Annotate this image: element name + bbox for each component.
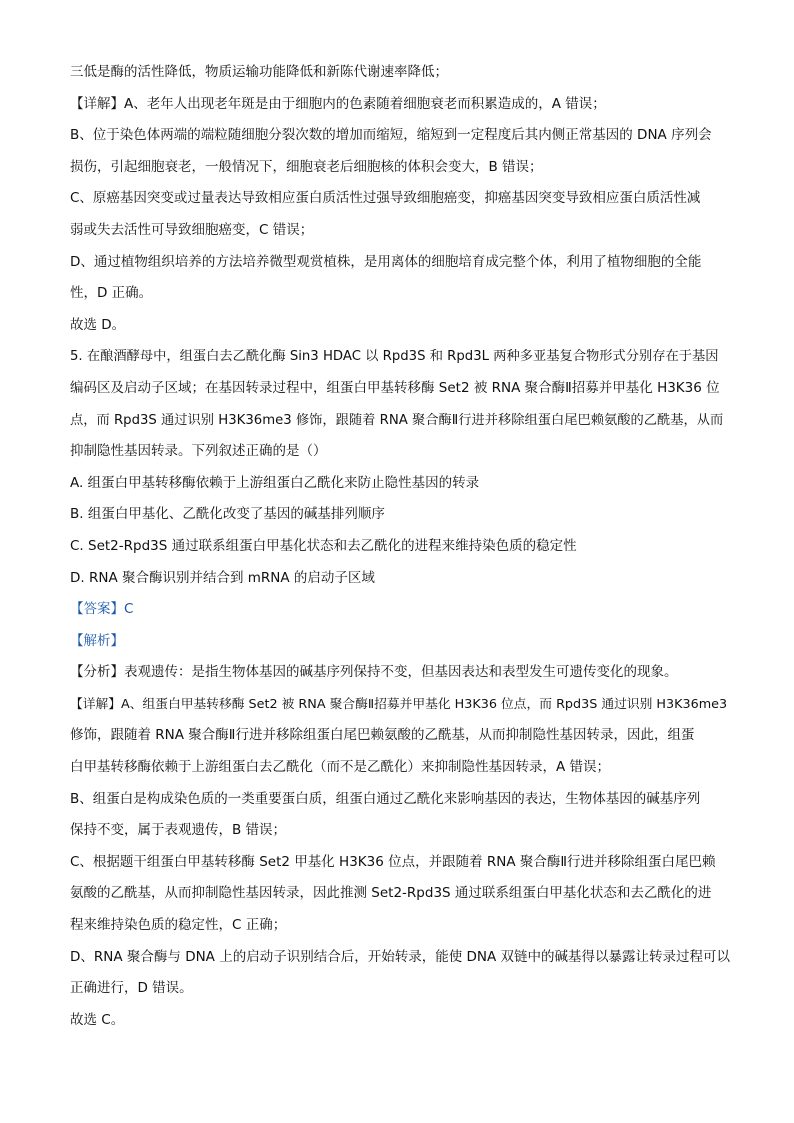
text-line: 正确进行，D 错误。: [70, 980, 193, 997]
text-line: 【分析】表观遗传：是指生物体基因的碱基序列保持不变，但基因表达和表型发生可遗传变化的现象。: [70, 664, 678, 681]
text-line: 保持不变，属于表观遗传，B 错误；: [70, 822, 287, 839]
analysis-label: 【解析】: [70, 632, 124, 649]
text-line: 程来维持染色质的稳定性，C 正确；: [70, 917, 287, 934]
text-line: 白甲基转移酶依赖于上游组蛋白去乙酰化（而不是乙酰化）来抑制隐性基因转录，A 错误；: [70, 759, 611, 776]
option-a: A. 组蛋白甲基转移酶依赖于上游组蛋白乙酰化来防止隐性基因的转录: [70, 474, 480, 491]
text-line: 损伤，引起细胞衰老，一般情况下，细胞衰老后细胞核的体积会变大，B 错误；: [70, 158, 543, 175]
text-line: 氨酸的乙酰基，从而抑制隐性基因转录，因此推测 Set2-Rpd3S 通过联系组蛋白甲基化状态和去乙酰化的进: [70, 885, 712, 902]
text-line: C、根据题干组蛋白甲基转移酶 Set2 甲基化 H3K36 位点，并跟随着 RNA 聚合酶Ⅱ行进并移除组蛋白尾巴赖: [70, 853, 716, 870]
text-line: D、通过植物组织培养的方法培养微型观赏植株，是用离体的细胞培育成完整个体，利用了植物细胞的全能: [70, 253, 702, 270]
question-stem-line: 5. 在酿酒酵母中，组蛋白去乙酰化酶 Sin3 HDAC 以 Rpd3S 和 Rpd3L 两种多亚基复合物形式分别存在于基因: [70, 349, 719, 365]
question-stem-line: 抑制隐性基因转录。下列叙述正确的是（）: [70, 443, 327, 460]
text-line: 故选 C。: [70, 1011, 125, 1028]
text-line: 故选 D。: [70, 316, 126, 333]
text-line: C、原癌基因突变或过量表达导致相应蛋白质活性过强导致细胞癌变，抑癌基因突变导致相应蛋白质活性减: [70, 190, 701, 207]
option-c: C. Set2-Rpd3S 通过联系组蛋白甲基化状态和去乙酰化的进程来维持染色质的稳定性: [70, 537, 577, 554]
option-d: D. RNA 聚合酶识别并结合到 mRNA 的启动子区域: [70, 569, 375, 586]
text-line: 修饰，跟随着 RNA 聚合酶Ⅱ行进并移除组蛋白尾巴赖氨酸的乙酰基，从而抑制隐性基因转录，因此，组蛋: [70, 727, 695, 744]
answer-label: 【答案】C: [70, 601, 134, 618]
question-stem-line: 编码区及启动子区域；在基因转录过程中，组蛋白甲基转移酶 Set2 被 RNA 聚合酶Ⅱ招募并甲基化 H3K36 位: [70, 379, 720, 396]
text-line: 三低是酶的活性降低，物质运输功能降低和新陈代谢速率降低；: [70, 64, 448, 80]
text-line: B、位于染色体两端的端粒随细胞分裂次数的增加而缩短，缩短到一定程度后其内侧正常基因的 DNA 序列会: [70, 127, 712, 144]
text-line: D、RNA 聚合酶与 DNA 上的启动子识别结合后，开始转录，能使 DNA 双链中的碱基得以暴露让转录过程可以: [70, 948, 731, 965]
question-stem-line: 点，而 Rpd3S 通过识别 H3K36me3 修饰，跟随着 RNA 聚合酶Ⅱ行进并移除组蛋白尾巴赖氨酸的乙酰基，从而: [70, 412, 724, 428]
text-line: B、组蛋白是构成染色质的一类重要蛋白质，组蛋白通过乙酰化来影响基因的表达，生物体基因的碱基序列: [70, 790, 701, 807]
document-page: [70, 62, 730, 1041]
text-line: 性，D 正确。: [70, 285, 153, 302]
text-line: 【详解】A、组蛋白甲基转移酶 Set2 被 RNA 聚合酶Ⅱ招募并甲基化 H3K36 位点，而 Rpd3S 通过识别 H3K36me3: [70, 696, 728, 712]
option-b: B. 组蛋白甲基化、乙酰化改变了基因的碱基排列顺序: [70, 506, 385, 523]
text-line: 【详解】A、老年人出现老年斑是由于细胞内的色素随着细胞衰老而积累造成的，A 错误；: [70, 95, 606, 112]
text-line: 弱或失去活性可导致细胞癌变，C 错误；: [70, 221, 314, 238]
